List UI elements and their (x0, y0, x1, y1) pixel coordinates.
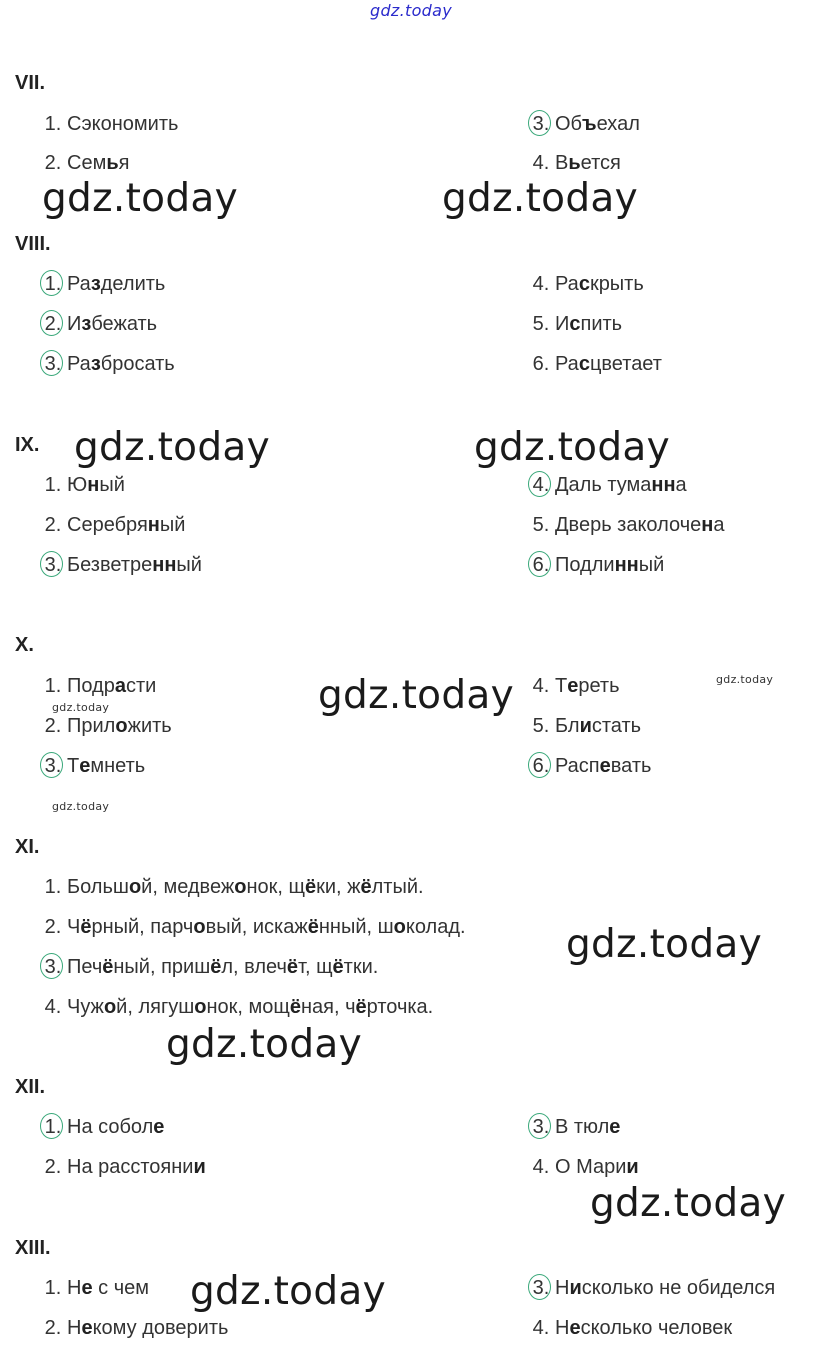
highlighted-letter: н (701, 514, 714, 536)
highlighted-letter: нн (651, 474, 676, 496)
answer-text (67, 513, 185, 537)
answer-item (40, 674, 156, 698)
highlighted-letter: нн (614, 554, 639, 576)
answer-text-part: ная, ч (300, 996, 356, 1018)
answer-text (67, 1316, 228, 1340)
answer-number: 1. (44, 675, 62, 697)
highlighted-letter: ё (102, 956, 114, 978)
answer-number-circled: 3. (528, 1276, 554, 1300)
highlighted-letter: ё (210, 956, 222, 978)
highlighted-letter: е (599, 755, 611, 777)
answer-item (40, 915, 466, 939)
answer-text (67, 473, 125, 497)
answer-text (555, 312, 622, 336)
answer-item (40, 714, 172, 738)
highlighted-letter: о (193, 916, 206, 938)
answer-text (67, 1115, 164, 1139)
watermark-small: gdz.today (716, 673, 774, 686)
answer-text-part: ый (159, 514, 186, 536)
answer-number: 4. (44, 996, 62, 1018)
answer-text (555, 352, 662, 376)
answer-text-part: т, щ (298, 956, 333, 978)
answer-text-part: Ю (67, 474, 88, 496)
answer-text-part: Н (555, 1317, 570, 1339)
answer-text (67, 352, 175, 376)
highlighted-letter: е (153, 1116, 165, 1138)
highlighted-letter: е (79, 755, 91, 777)
answer-item (40, 995, 433, 1019)
answer-text-part: нный, ш (318, 916, 394, 938)
answer-text (67, 1276, 149, 1300)
highlighted-letter: е (81, 1317, 93, 1339)
answer-text-part: нок, щ (246, 876, 305, 898)
answer-item (528, 352, 662, 376)
answer-text-part: с чем (92, 1277, 149, 1299)
answer-item (40, 553, 202, 577)
highlighted-letter: е (609, 1116, 621, 1138)
highlighted-letter: с (569, 313, 581, 335)
answer-text-part: Больш (67, 876, 129, 898)
answer-text-part: Сем (67, 152, 107, 174)
answer-text-part: стать (591, 715, 642, 737)
answer-item (528, 272, 644, 296)
highlighted-letter: ё (80, 916, 92, 938)
answer-text-part: Ра (555, 273, 579, 295)
answer-text (555, 513, 724, 537)
highlighted-letter: о (194, 996, 207, 1018)
answer-text (67, 312, 157, 336)
answer-item (528, 674, 620, 698)
answer-number: 4. (532, 1317, 550, 1339)
answer-text-part: Н (67, 1317, 82, 1339)
answer-text-part: ехал (596, 113, 640, 135)
answer-number: 4. (532, 152, 550, 174)
answer-text-part: й, медвеж (141, 876, 235, 898)
answer-number-circled: 3. (40, 352, 66, 376)
answer-number: 4. (532, 1156, 550, 1178)
answer-number: 2. (44, 715, 62, 737)
answer-text-part: ый (176, 554, 202, 576)
answer-text-part: а (713, 514, 725, 536)
answer-item (40, 754, 145, 778)
answer-number-circled: 3. (528, 112, 554, 136)
answer-text-part: Чуж (67, 996, 104, 1018)
answer-number: 1. (44, 1277, 62, 1299)
highlighted-letter: ё (307, 916, 319, 938)
answer-text (555, 112, 640, 136)
highlighted-letter: з (81, 313, 92, 335)
answer-text-part: Серебря (67, 514, 148, 536)
answer-text-part: И (67, 313, 82, 335)
answer-text-part: Подр (67, 675, 115, 697)
answer-text-part: ный, приш (113, 956, 211, 978)
answer-text (67, 875, 424, 899)
answer-text-part: На расстояни (67, 1156, 194, 1178)
highlighted-letter: ё (289, 996, 301, 1018)
answer-text-part: пить (580, 313, 623, 335)
watermark: gdz.today (190, 1269, 386, 1314)
answer-text-part: ки, ж (316, 876, 361, 898)
answer-text (67, 754, 145, 778)
answer-text-part: Печ (67, 956, 103, 978)
answer-number-circled: 3. (40, 955, 66, 979)
answer-text-part: Ра (67, 273, 91, 295)
answer-number-circled: 4. (528, 473, 554, 497)
answer-number-circled: 6. (528, 553, 554, 577)
answer-number: 2. (44, 916, 62, 938)
answer-number: 6. (532, 353, 550, 375)
highlighted-letter: и (626, 1156, 639, 1178)
answer-text (67, 272, 165, 296)
answer-item (40, 312, 157, 336)
section-title: XI. (15, 836, 40, 858)
section-title: XIII. (15, 1237, 51, 1259)
answer-text-part: Сэкономить (67, 113, 179, 135)
highlighted-letter: и (193, 1156, 206, 1178)
answer-item (528, 473, 687, 497)
answer-text (555, 674, 620, 698)
highlighted-letter: о (103, 996, 117, 1018)
answer-text (67, 674, 156, 698)
answer-item (40, 1115, 164, 1139)
answer-item (528, 312, 622, 336)
answer-number-circled: 1. (40, 1115, 66, 1139)
answer-text-part: а (675, 474, 687, 496)
answer-text-part: Ра (555, 353, 579, 375)
watermark-small: gdz.today (52, 701, 110, 714)
answer-text-part: цветает (589, 353, 662, 375)
answer-item (40, 1276, 149, 1300)
answer-item (528, 513, 724, 537)
answer-number: 2. (44, 1317, 62, 1339)
watermark-small: gdz.today (52, 800, 110, 813)
answer-text-part: На собол (67, 1116, 154, 1138)
watermark: gdz.today (318, 673, 514, 718)
answer-text-part: И (555, 313, 570, 335)
answer-text-part: Прил (67, 715, 116, 737)
answer-text-part: бросать (100, 353, 175, 375)
watermark: gdz.today (42, 176, 238, 221)
watermark: gdz.today (566, 922, 762, 967)
section-title: X. (15, 634, 34, 656)
answer-text-part: Расп (555, 755, 600, 777)
answer-item (40, 112, 178, 136)
highlighted-letter: о (115, 715, 128, 737)
section-title: IX. (15, 434, 40, 456)
answer-text (555, 1316, 732, 1340)
answer-item (528, 714, 641, 738)
highlighted-letter: н (87, 474, 100, 496)
highlighted-letter: з (90, 273, 101, 295)
highlighted-letter: ё (286, 956, 299, 978)
answer-text (67, 151, 129, 175)
highlighted-letter: е (569, 1317, 581, 1339)
answer-text-part: мнеть (90, 755, 146, 777)
answer-text-part: Даль тума (555, 474, 652, 496)
answer-text-part: Об (555, 113, 583, 135)
answer-item (40, 513, 185, 537)
answer-text (555, 473, 687, 497)
watermark: gdz.today (474, 425, 670, 470)
answer-text-part: Безветре (67, 554, 153, 576)
answer-text-part: ется (580, 152, 621, 174)
answer-item (40, 875, 424, 899)
watermark: gdz.today (442, 176, 638, 221)
highlighted-letter: ё (360, 876, 372, 898)
answer-text-part: сти (125, 675, 157, 697)
answer-text-part: кому доверить (92, 1317, 229, 1339)
answer-text (555, 151, 621, 175)
section-title: VII. (15, 72, 46, 94)
section-title: XII. (15, 1076, 46, 1098)
answer-text (555, 714, 641, 738)
highlighted-letter: ь (568, 152, 581, 174)
watermark: gdz.today (590, 1181, 786, 1226)
answer-text-part: делить (100, 273, 166, 295)
answer-text-part: ый (638, 554, 665, 576)
answer-text-part: сколько человек (580, 1317, 733, 1339)
answer-text-part: Подли (555, 554, 615, 576)
answer-number: 5. (532, 313, 550, 335)
watermark: gdz.today (74, 425, 270, 470)
answer-item (528, 1155, 639, 1179)
watermark: gdz.today (166, 1022, 362, 1067)
answer-number: 2. (44, 152, 62, 174)
answer-item (40, 352, 175, 376)
answer-text-part: ый (99, 474, 125, 496)
answer-item (40, 272, 165, 296)
answer-text-part: реть (578, 675, 620, 697)
highlighted-letter: ъ (582, 113, 597, 135)
answer-text (67, 955, 378, 979)
highlighted-letter: е (567, 675, 579, 697)
answer-number: 1. (44, 474, 62, 496)
answer-text (555, 1276, 775, 1300)
answer-text (67, 1155, 206, 1179)
highlighted-letter: и (569, 1277, 582, 1299)
answer-item (40, 1316, 228, 1340)
highlighted-letter: с (578, 353, 590, 375)
answer-number: 5. (532, 715, 550, 737)
answer-text-part: бежать (91, 313, 158, 335)
answer-number: 5. (532, 514, 550, 536)
answer-number: 1. (44, 113, 62, 135)
answer-text-part: Бл (555, 715, 580, 737)
answer-item (40, 473, 125, 497)
highlighted-letter: а (114, 675, 126, 697)
answer-text-part: В (555, 152, 569, 174)
answer-number-circled: 6. (528, 754, 554, 778)
answer-text (67, 112, 178, 136)
answer-item (528, 754, 651, 778)
answer-text (555, 553, 664, 577)
highlighted-letter: и (579, 715, 592, 737)
answer-text (67, 553, 202, 577)
answer-number-circled: 2. (40, 312, 66, 336)
answer-text (67, 915, 466, 939)
highlighted-letter: о (393, 916, 406, 938)
answer-number-circled: 3. (40, 754, 66, 778)
answer-text-part: я (118, 152, 130, 174)
answer-text-part: Т (555, 675, 568, 697)
answer-item (40, 955, 378, 979)
answer-item (528, 1276, 775, 1300)
highlighted-letter: о (128, 876, 142, 898)
answer-item (40, 151, 129, 175)
answer-text-part: крыть (589, 273, 644, 295)
answer-text-part: Ч (67, 916, 81, 938)
highlighted-letter: нн (152, 554, 177, 576)
section-title: VIII. (15, 233, 51, 255)
answer-text (67, 714, 172, 738)
answer-text-part: рный, парч (91, 916, 194, 938)
highlighted-letter: ё (332, 956, 344, 978)
answer-text-part: вать (610, 755, 652, 777)
highlighted-letter: ё (355, 996, 367, 1018)
highlighted-letter: е (81, 1277, 93, 1299)
highlighted-letter: о (234, 876, 247, 898)
answer-item (528, 112, 640, 136)
answer-item (528, 151, 621, 175)
answer-text-part: Н (67, 1277, 82, 1299)
highlighted-letter: ь (106, 152, 119, 174)
answer-text-part: лтый. (371, 876, 424, 898)
answer-text-part: сколько не обиделся (581, 1277, 776, 1299)
answer-number: 4. (532, 273, 550, 295)
answer-item (528, 1115, 620, 1139)
answer-text-part: Дверь заколоче (555, 514, 702, 536)
answer-text-part: рточка. (366, 996, 434, 1018)
answer-text-part: жить (127, 715, 172, 737)
answer-number-circled: 1. (40, 272, 66, 296)
answer-text (67, 995, 433, 1019)
answer-text-part: Т (67, 755, 80, 777)
answer-number: 2. (44, 1156, 62, 1178)
answer-item (528, 1316, 732, 1340)
answer-text-part: В тюл (555, 1116, 610, 1138)
answer-text-part: вый, искаж (205, 916, 308, 938)
answer-number: 4. (532, 675, 550, 697)
answer-text-part: О Мари (555, 1156, 627, 1178)
answer-number: 1. (44, 876, 62, 898)
answer-text-part: Н (555, 1277, 570, 1299)
answer-text-part: тки. (343, 956, 379, 978)
answer-text-part: л, влеч (221, 956, 287, 978)
answer-text-part: й, лягуш (116, 996, 195, 1018)
answer-text (555, 1115, 620, 1139)
answer-number-circled: 3. (40, 553, 66, 577)
highlighted-letter: с (578, 273, 590, 295)
answer-item (40, 1155, 206, 1179)
highlighted-letter: ё (304, 876, 317, 898)
highlighted-letter: н (147, 514, 160, 536)
answer-item (528, 553, 664, 577)
answer-text-part: нок, мощ (206, 996, 290, 1018)
highlighted-letter: з (90, 353, 101, 375)
answer-text (555, 754, 651, 778)
answer-number: 2. (44, 514, 62, 536)
watermark-top: gdz.today (370, 1, 452, 20)
answer-text (555, 272, 644, 296)
answer-text-part: Ра (67, 353, 91, 375)
answer-number-circled: 3. (528, 1115, 554, 1139)
answer-text-part: колад. (405, 916, 466, 938)
answer-text (555, 1155, 639, 1179)
